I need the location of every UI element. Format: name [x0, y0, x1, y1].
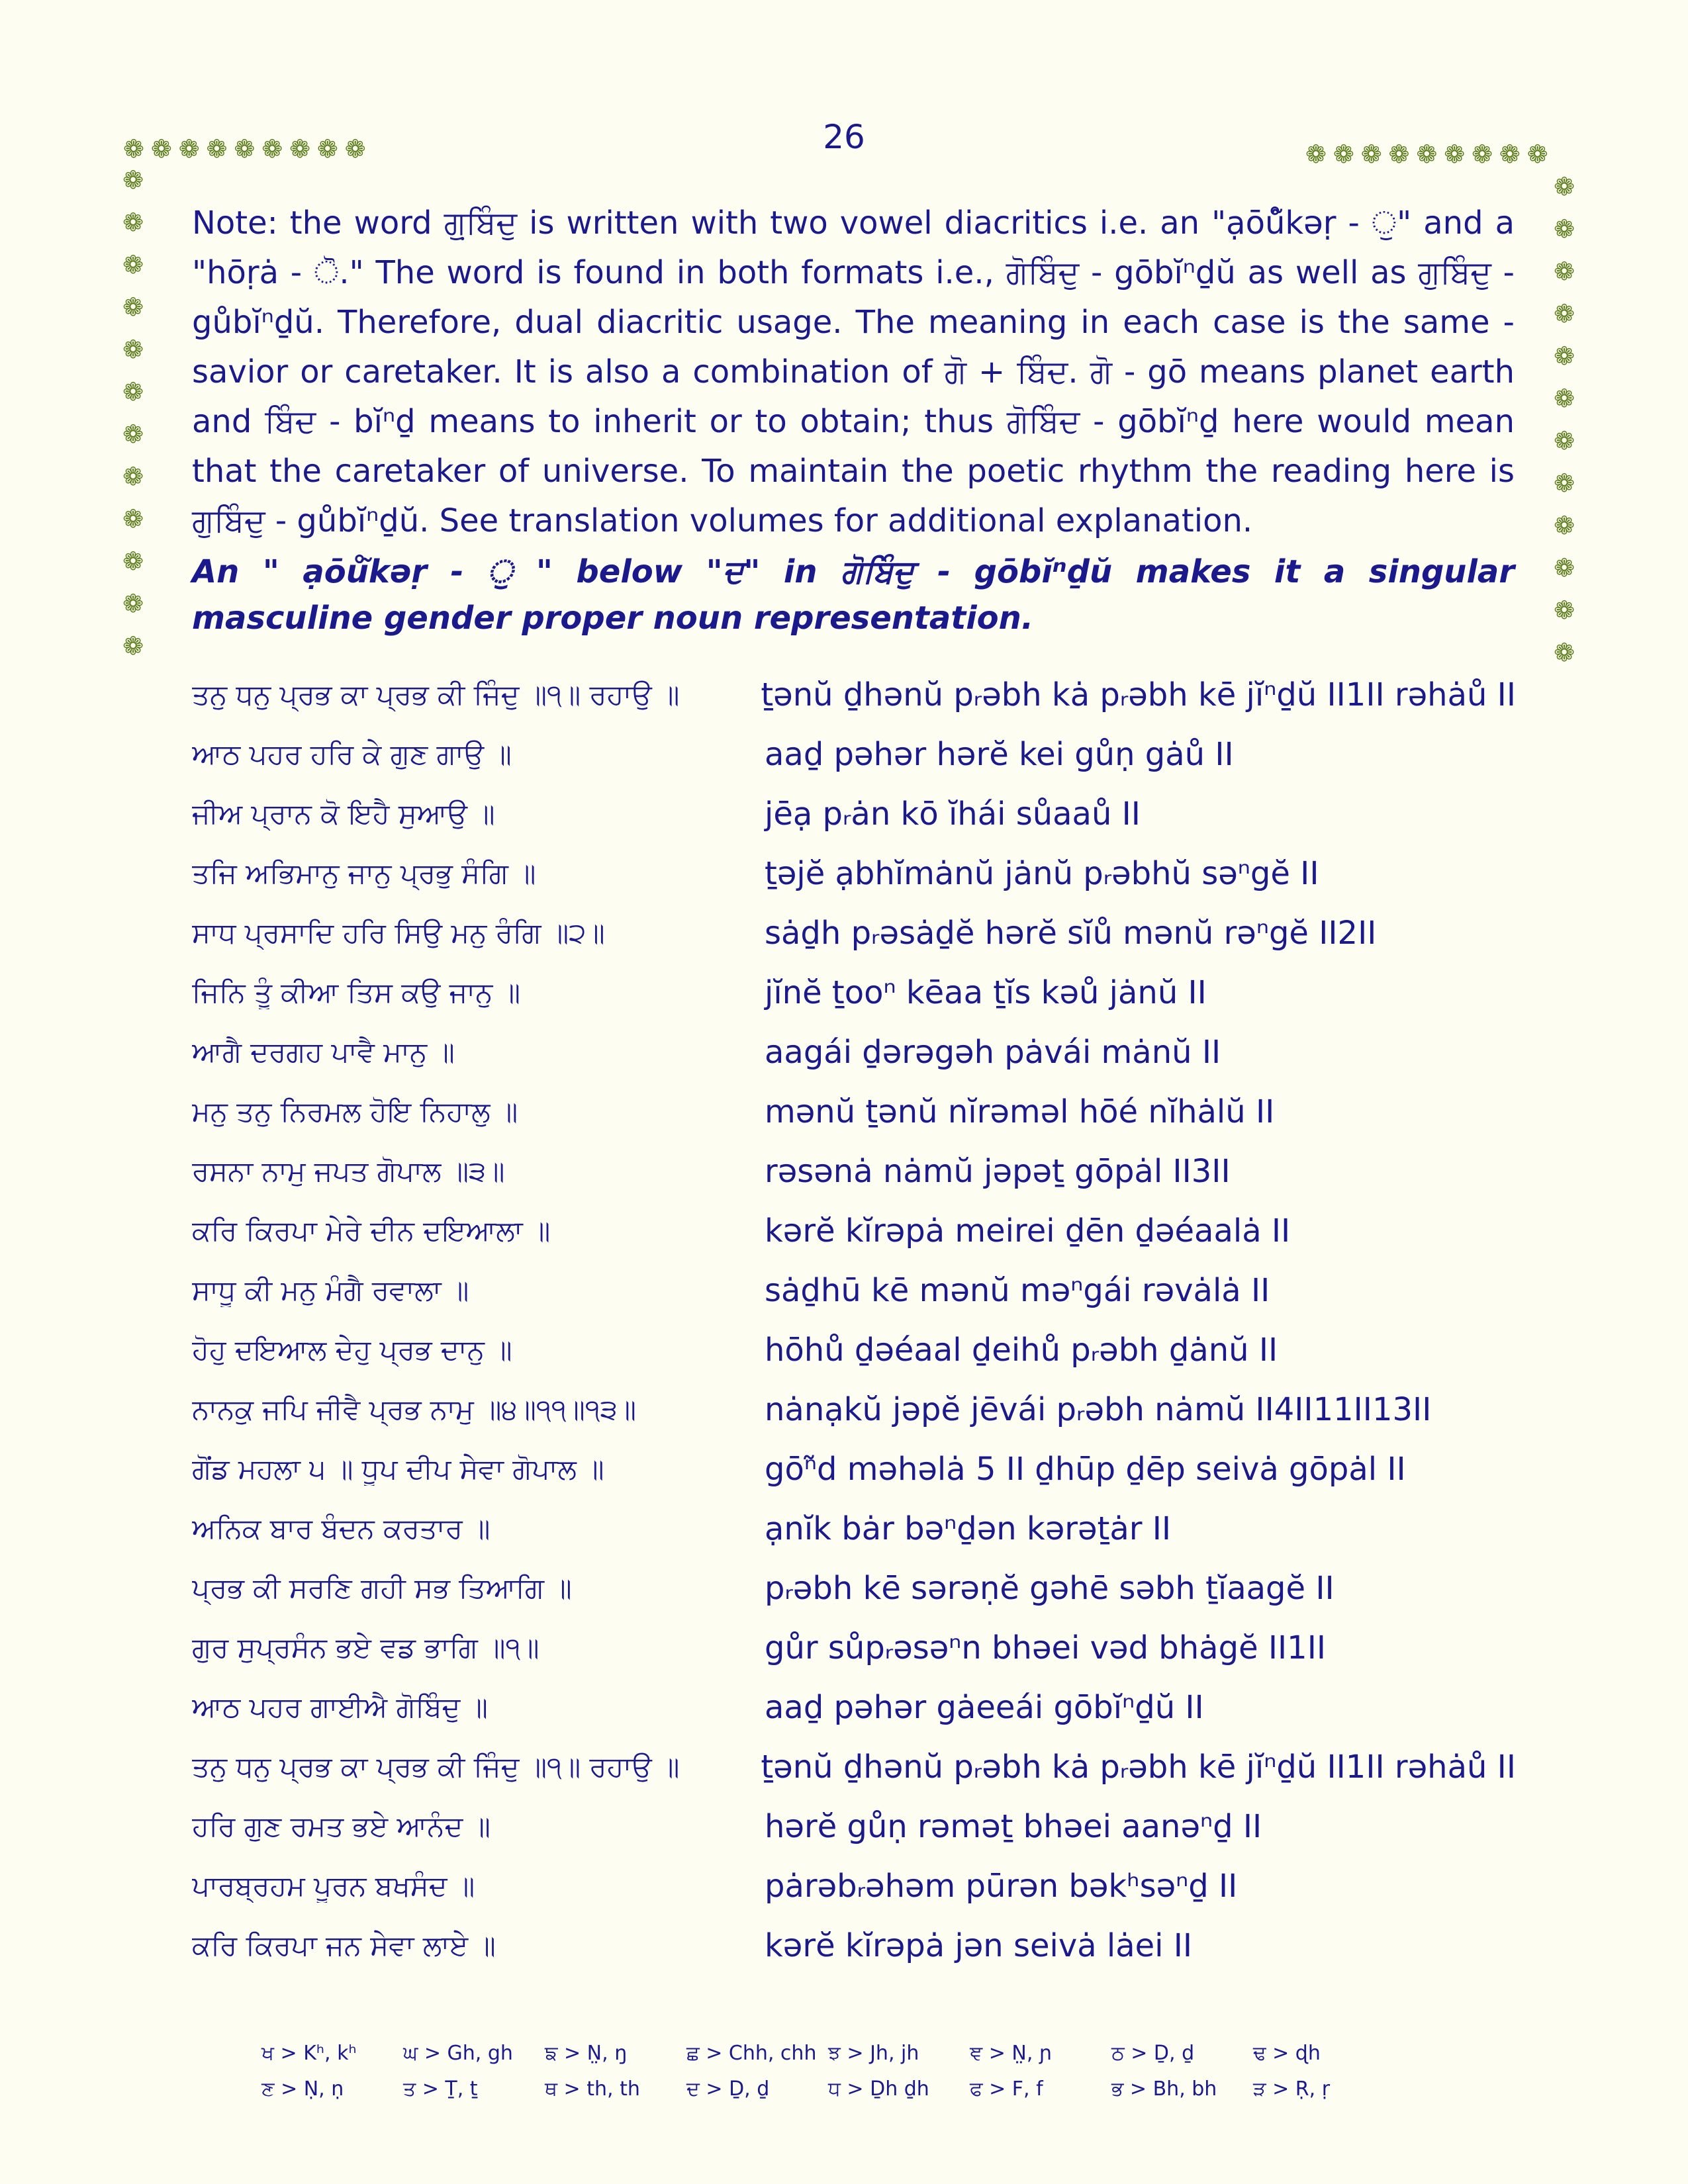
legend-item: ਭ > Bh, bh [1111, 2077, 1217, 2101]
legend-item: ਫ > F, f [970, 2077, 1043, 2101]
verse-transliteration: aaḏ pəhər hərĕ kei gůṇ gȧů II [765, 736, 1234, 773]
verse-transliteration: gůr sůpᵣəsəⁿn bhəei vəd bhȧgĕ II1II [765, 1629, 1327, 1666]
flower-icon: ❁ [1554, 341, 1575, 371]
flower-icon: ❁ [1554, 596, 1575, 625]
verse-gurmukhi: ਜੀਅ ਪ੍ਰਾਨ ਕੋ ਇਹੈ ਸੁਆਉ ॥ [192, 797, 495, 830]
verse-gurmukhi: ਤਨੁ ਧਨੁ ਪ੍ਰਭ ਕਾ ਪ੍ਰਭ ਕੀ ਜਿੰਦੁ ॥੧॥ ਰਹਾਉ ॥ [192, 678, 680, 711]
verse-transliteration: rəsənȧ nȧmŭ jəpəṯ gōpȧl II3II [765, 1153, 1231, 1190]
flower-icon: ❁ [122, 631, 144, 660]
verse-transliteration: pȧrəbᵣəhəm pūrən bəkʰsəⁿḏ II [765, 1868, 1238, 1905]
verse-gurmukhi: ਕਰਿ ਕਿਰਪਾ ਮੇਰੇ ਦੀਨ ਦਇਆਲਾ ॥ [192, 1214, 551, 1247]
verse-row [192, 1737, 1516, 1797]
verse-list [192, 665, 1516, 1976]
flower-icon: ❁ [1360, 140, 1389, 169]
verse-gurmukhi: ਕਰਿ ਕਿਰਪਾ ਜਨ ਸੇਵਾ ਲਾਏ ॥ [192, 1929, 496, 1962]
verse-transliteration: kərĕ kĭrəpȧ jən seivȧ lȧei II [765, 1927, 1193, 1964]
verse-row [192, 1559, 1516, 1618]
verse-gurmukhi: ਜਿਨਿ ਤੂੰ ਕੀਆ ਤਿਸ ਕਉ ਜਾਨੁ ॥ [192, 976, 521, 1009]
legend-item: ਞ > N̤, ɲ [970, 2041, 1053, 2065]
flower-icon: ❁ [1526, 140, 1555, 169]
verse-transliteration: aagái ḏərəgəh pȧvái mȧnŭ II [765, 1034, 1221, 1071]
flower-icon: ❁ [150, 134, 179, 163]
flower-icon: ❁ [1499, 140, 1527, 169]
verse-transliteration: sȧḏh pᵣəsȧḏĕ hərĕ sĭů mənŭ rəⁿgĕ II2II [765, 915, 1377, 952]
verse-row [192, 844, 1516, 903]
transliteration-legend [261, 2035, 1453, 2107]
verse-gurmukhi: ਆਠ ਪਹਰ ਗਾਈਐ ਗੋਬਿੰਦੁ ॥ [192, 1691, 488, 1723]
verse-gurmukhi: ਆਠ ਪਹਰ ਹਰਿ ਕੇ ਗੁਣ ਗਾਉ ॥ [192, 738, 512, 770]
verse-transliteration: jēạ pᵣȧn kō ĭhái sůaaů II [765, 796, 1141, 833]
verse-row [192, 665, 1516, 725]
verse-row [192, 1320, 1516, 1380]
flower-icon: ❁ [1554, 299, 1575, 328]
verse-transliteration: hōhů ḏəéaal ḏeihů pᵣəbh ḏȧnŭ II [765, 1332, 1278, 1369]
legend-item: ੜ > Ṛ, ṛ [1253, 2077, 1331, 2101]
verse-row [192, 784, 1516, 844]
verse-row [192, 725, 1516, 784]
flower-icon: ❁ [1444, 140, 1472, 169]
flower-icon: ❁ [1554, 638, 1575, 667]
verse-transliteration: gōⁿ̃d məhəlȧ 5 II ḏhūp ḏēp seivȧ gōpȧl II [765, 1451, 1406, 1488]
legend-item: ਠ > Ḏ, ḏ [1111, 2041, 1195, 2065]
flower-icon: ❁ [122, 589, 144, 618]
verse-transliteration: pᵣəbh kē sərəṇĕ gəhē səbh ṯĭaagĕ II [765, 1570, 1335, 1607]
flower-icon: ❁ [1554, 257, 1575, 286]
flower-icon: ❁ [316, 134, 345, 163]
page-number: 26 [823, 118, 865, 156]
verse-gurmukhi: ਆਗੈ ਦਰਗਹ ਪਾਵੈ ਮਾਨੁ ॥ [192, 1036, 455, 1068]
flower-icon: ❁ [123, 134, 151, 163]
verse-gurmukhi: ਪਾਰਬ੍ਰਹਮ ਪੂਰਨ ਬਖਸੰਦ ॥ [192, 1870, 475, 1902]
flower-icon: ❁ [1554, 469, 1575, 498]
flower-icon: ❁ [122, 250, 144, 279]
flower-icon: ❁ [122, 293, 144, 322]
note-box [192, 199, 1515, 641]
flower-icon: ❁ [122, 504, 144, 533]
verse-gurmukhi: ਹੋਹੁ ਦਇਆਲ ਦੇਹੁ ਪ੍ਰਭ ਦਾਨੁ ॥ [192, 1334, 512, 1366]
verse-gurmukhi: ਮਨੁ ਤਨੁ ਨਿਰਮਲ ਹੋਇ ਨਿਹਾਲੁ ॥ [192, 1095, 518, 1128]
verse-row [192, 1678, 1516, 1737]
verse-gurmukhi: ਪ੍ਰਭ ਕੀ ਸਰਣਿ ਗਹੀ ਸਭ ਤਿਆਗਿ ॥ [192, 1572, 572, 1604]
verse-row [192, 1261, 1516, 1320]
legend-item: ਝ > Jh, jh [828, 2041, 919, 2065]
verse-row [192, 1618, 1516, 1678]
right-flower-border [1549, 165, 1579, 674]
verse-row [192, 1916, 1516, 1976]
legend-item: ਣ > Ṇ, ṇ [261, 2077, 344, 2101]
flower-icon: ❁ [1416, 140, 1444, 169]
legend-item: ਢ > ɖh [1253, 2041, 1321, 2065]
legend-item: ਤ > Ṯ, ṯ [403, 2077, 478, 2101]
legend-item: ਛ > Chh, chh [686, 2041, 817, 2065]
verse-gurmukhi: ਤਜਿ ਅਭਿਮਾਨੁ ਜਾਨੁ ਪ੍ਰਭੁ ਸੰਗਿ ॥ [192, 857, 536, 889]
flower-icon: ❁ [1305, 140, 1333, 169]
verse-row [192, 1023, 1516, 1082]
flower-icon: ❁ [1472, 140, 1499, 169]
verse-gurmukhi: ਨਾਨਕੁ ਜਪਿ ਜੀਵੈ ਪ੍ਰਭ ਨਾਮੁ ॥੪॥੧੧॥੧੩॥ [192, 1393, 637, 1426]
verse-transliteration: mənŭ ṯənŭ nĭrəməl hōé nĭhȧlŭ II [765, 1093, 1275, 1130]
verse-row [192, 963, 1516, 1023]
flower-icon: ❁ [1554, 214, 1575, 244]
legend-item: ਖ > Kʰ, kʰ [261, 2041, 357, 2065]
legend-item: ਥ > th, th [545, 2077, 640, 2101]
flower-icon: ❁ [289, 134, 317, 163]
verse-transliteration: ṯənŭ ḏhənŭ pᵣəbh kȧ pᵣəbh kē jĭⁿḏŭ II1II rəhȧů II [761, 676, 1516, 713]
verse-row [192, 1499, 1516, 1559]
flower-icon: ❁ [122, 377, 144, 406]
flower-icon: ❁ [122, 335, 144, 364]
flower-icon: ❁ [1554, 172, 1575, 201]
legend-row [261, 2071, 1453, 2107]
verse-gurmukhi: ਰਸਨਾ ਨਾਮੁ ਜਪਤ ਗੋਪਾਲ ॥੩॥ [192, 1155, 505, 1187]
verse-gurmukhi: ਹਰਿ ਗੁਣ ਰਮਤ ਭਏ ਆਨੰਦ ॥ [192, 1810, 491, 1843]
verse-gurmukhi: ਅਨਿਕ ਬਾਰ ਬੰਦਨ ਕਰਤਾਰ ॥ [192, 1512, 491, 1545]
verse-gurmukhi: ਗੁਰ ਸੁਪ੍ਰਸੰਨ ਭਏ ਵਡ ਭਾਗਿ ॥੧॥ [192, 1631, 539, 1664]
flower-icon: ❁ [234, 134, 262, 163]
flower-icon: ❁ [178, 134, 207, 163]
verse-transliteration: ṯəjĕ ạbhĭmȧnŭ jȧnŭ pᵣəbhŭ səⁿgĕ II [765, 855, 1319, 892]
top-right-flower-border [1305, 142, 1555, 167]
flower-icon: ❁ [1554, 384, 1575, 413]
flower-icon: ❁ [122, 208, 144, 237]
note-emphasis: An " ạōů̃kəṛ - ੁ " below "ਦ" in ਗੋਬਿੰਦੁ - gōbĭⁿḏŭ makes it a singular masculine gender proper noun representation. [192, 553, 1515, 637]
flower-icon: ❁ [1333, 140, 1361, 169]
verse-row [192, 1380, 1516, 1439]
verse-row [192, 1439, 1516, 1499]
verse-row [192, 1797, 1516, 1856]
flower-icon: ❁ [122, 165, 144, 195]
flower-icon: ❁ [206, 134, 234, 163]
flower-icon: ❁ [1554, 553, 1575, 582]
flower-icon: ❁ [261, 134, 290, 163]
note-paragraph: Note: the word ਗੁ਼ਬਿੰਦੁ is written with two vowel diacritics i.e. an "ạōů̃kəṛ - ੁ" and a "hōṛȧ - ੋ." The word is found in both formats i.e., ਗੋਬਿੰਦੁ - gōbĭⁿḏŭ as well as ਗੁਬਿੰਦੁ - gůbĭⁿḏŭ. Therefore, dual diacritic usage. The meaning in each case is the same - savior or caretaker. It is also a combination of ਗੋ + ਬਿੰਦ. ਗੋ - gō means planet earth and ਬਿੰਦ - bĭⁿḏ means to inherit or to obtain; thus ਗੋਬਿੰਦ - gōbĭⁿḏ here would mean that the caretaker of universe. To maintain the poetic rhythm the reading here is ਗੁਬਿੰਦੁ - gůbĭⁿḏŭ. See translation volumes for additional explanation. [192, 205, 1515, 539]
verse-gurmukhi: ਗੋਂਡ ਮਹਲਾ ੫ ॥ ਧੂਪ ਦੀਪ ਸੇਵਾ ਗੋਪਾਲ ॥ [192, 1453, 604, 1485]
legend-item: ਦ > Ḏ, ḏ [686, 2077, 770, 2101]
legend-row [261, 2035, 1453, 2071]
verse-row [192, 903, 1516, 963]
verse-transliteration: nȧnạkŭ jəpĕ jēvái pᵣəbh nȧmŭ II4II11II13II [765, 1391, 1432, 1428]
verse-gurmukhi: ਤਨੁ ਧਨੁ ਪ੍ਰਭ ਕਾ ਪ੍ਰਭ ਕੀ ਜਿੰਦੁ ॥੧॥ ਰਹਾਉ ॥ [192, 1751, 680, 1783]
top-left-flower-border [123, 136, 373, 161]
verse-row [192, 1201, 1516, 1261]
left-flower-border [118, 159, 148, 667]
verse-transliteration: kərĕ kĭrəpȧ meirei ḏēn ḏəéaalȧ II [765, 1212, 1291, 1250]
verse-row [192, 1142, 1516, 1201]
flower-icon: ❁ [122, 420, 144, 449]
verse-gurmukhi: ਸਾਧੂ ਕੀ ਮਨੁ ਮੰਗੈ ਰਵਾਲਾ ॥ [192, 1274, 469, 1306]
legend-item: ਙ > N̤, ŋ [545, 2041, 628, 2065]
flower-icon: ❁ [1388, 140, 1417, 169]
verse-transliteration: hərĕ gůṇ rəməṯ bhəei aanəⁿḏ II [765, 1808, 1262, 1845]
verse-transliteration: sȧḏhū kē mənŭ məⁿgái rəvȧlȧ II [765, 1272, 1270, 1309]
flower-icon: ❁ [122, 462, 144, 491]
flower-icon: ❁ [1554, 426, 1575, 455]
flower-icon: ❁ [122, 547, 144, 576]
verse-row [192, 1082, 1516, 1142]
legend-item: ਘ > Gh, gh [403, 2041, 513, 2065]
legend-item: ਧ > Ḏh ḏh [828, 2077, 929, 2101]
flower-icon: ❁ [1554, 511, 1575, 540]
verse-row [192, 1856, 1516, 1916]
verse-transliteration: jĭnĕ ṯooⁿ kēaa ṯĭs kəů jȧnŭ II [765, 974, 1207, 1011]
flower-icon: ❁ [344, 134, 373, 163]
verse-transliteration: ạnĭk bȧr bəⁿḏən kərəṯȧr II [765, 1510, 1172, 1547]
verse-gurmukhi: ਸਾਧ ਪ੍ਰਸਾਦਿ ਹਰਿ ਸਿਉ ਮਨੁ ਰੰਗਿ ॥੨॥ [192, 917, 605, 949]
verse-transliteration: aaḏ pəhər gȧeeái gōbĭⁿḏŭ II [765, 1689, 1204, 1726]
verse-transliteration: ṯənŭ ḏhənŭ pᵣəbh kȧ pᵣəbh kē jĭⁿḏŭ II1II rəhȧů II [761, 1749, 1516, 1786]
